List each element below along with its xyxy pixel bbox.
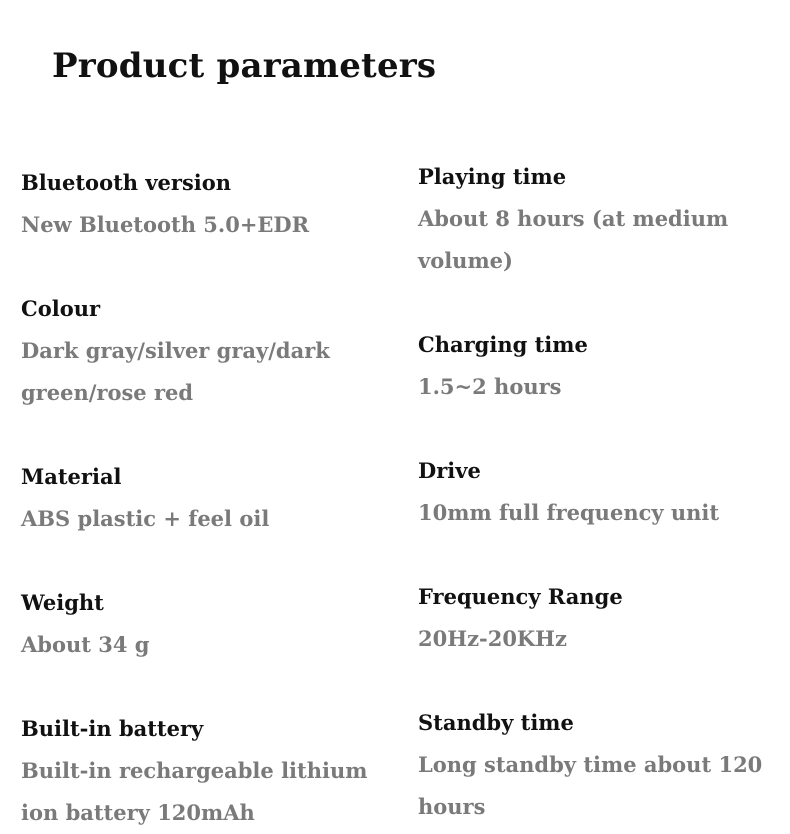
param-label: Standby time	[418, 710, 574, 735]
param-colour	[21, 296, 391, 414]
param-weight	[21, 590, 391, 666]
param-standby-time	[418, 710, 788, 828]
param-value: ABS plastic + feel oil	[21, 506, 270, 531]
param-built-in-battery	[21, 716, 391, 834]
param-label: Bluetooth version	[21, 170, 232, 195]
param-value: 1.5~2 hours	[418, 374, 562, 399]
param-label: Built-in battery	[21, 716, 204, 741]
param-value: 20Hz-20KHz	[418, 626, 567, 651]
param-label: Material	[21, 464, 122, 489]
param-label: Colour	[21, 296, 101, 321]
param-value: 10mm full frequency unit	[418, 500, 720, 525]
param-frequency-range	[418, 584, 788, 660]
param-label: Weight	[21, 590, 104, 615]
param-value: About 34 g	[21, 632, 150, 657]
param-bluetooth-version	[21, 170, 391, 246]
param-value: Built-in rechargeable lithium ion battery 120mAh	[21, 758, 368, 825]
page-title: Product parameters	[52, 46, 437, 86]
param-value: New Bluetooth 5.0+EDR	[21, 212, 310, 237]
param-value: About 8 hours (at medium volume)	[418, 206, 729, 273]
param-drive	[418, 458, 788, 534]
param-material	[21, 464, 391, 540]
param-label: Drive	[418, 458, 481, 483]
param-label: Frequency Range	[418, 584, 623, 609]
param-value: Dark gray/silver gray/dark green/rose red	[21, 338, 330, 405]
param-value: Long standby time about 120 hours	[418, 752, 763, 819]
param-label: Playing time	[418, 164, 567, 189]
param-label: Charging time	[418, 332, 588, 357]
param-playing-time	[418, 164, 788, 282]
param-charging-time	[418, 332, 788, 408]
